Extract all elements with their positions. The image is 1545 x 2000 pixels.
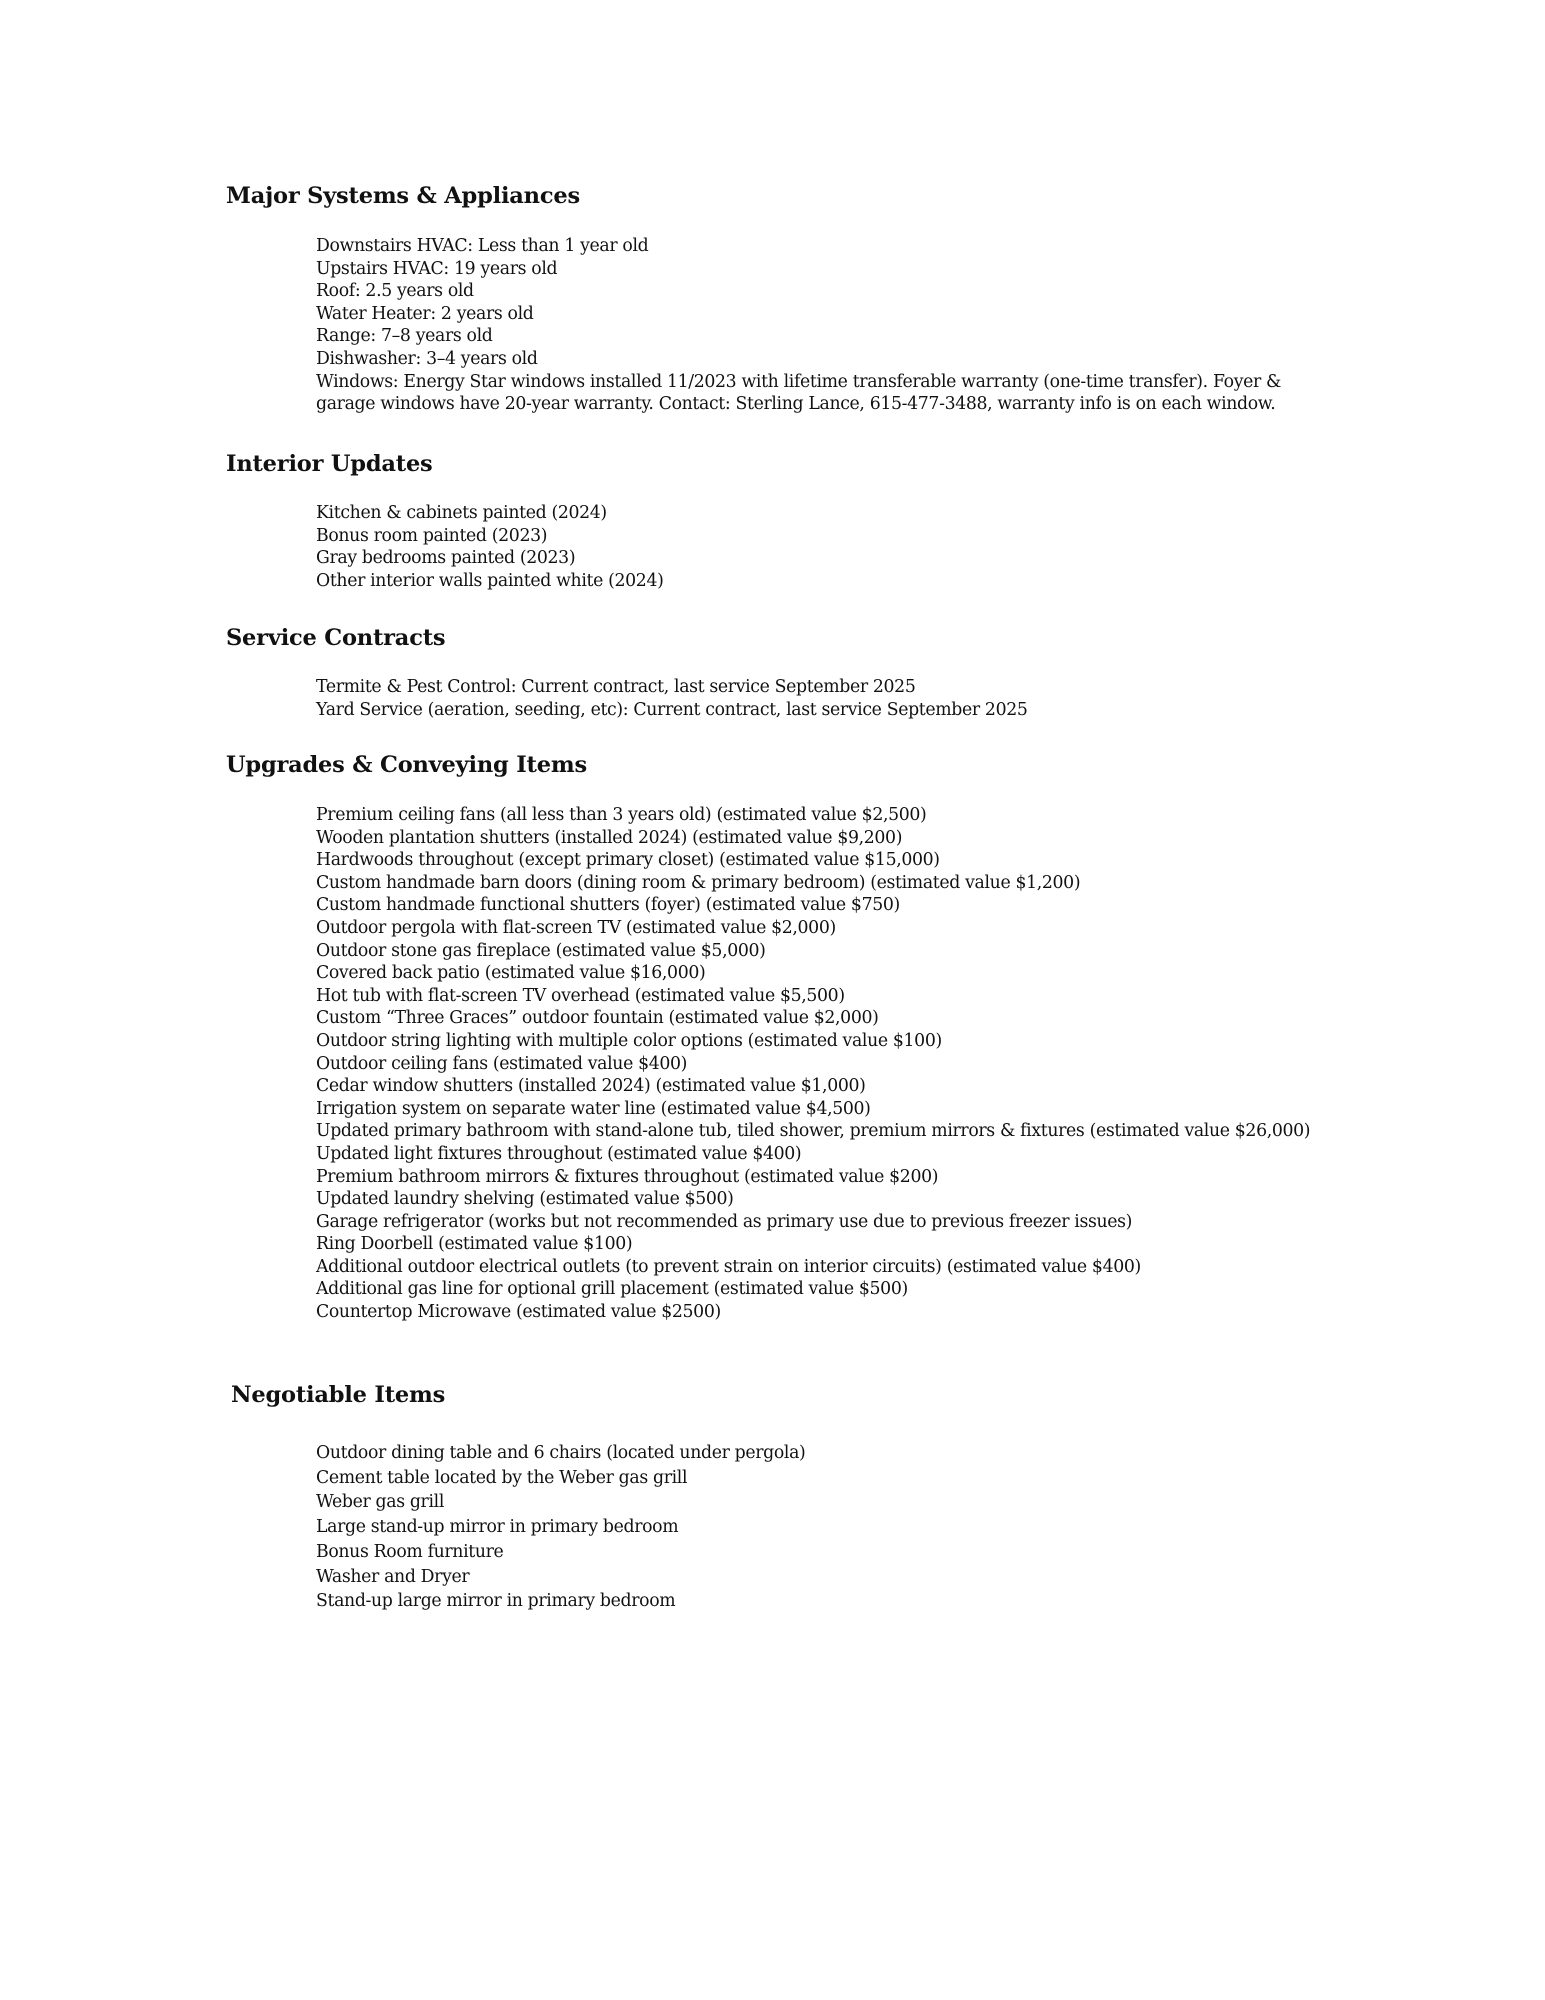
list-item: Washer and Dryer	[316, 1566, 470, 1587]
list-item: Outdoor string lighting with multiple color options (estimated value $100)	[316, 1030, 942, 1051]
list-item: Bonus room painted (2023)	[316, 525, 548, 546]
list-item: Dishwasher: 3–4 years old	[316, 348, 538, 369]
list-item: Ring Doorbell (estimated value $100)	[316, 1234, 633, 1255]
list-item: Gray bedrooms painted (2023)	[316, 548, 576, 569]
list-item: Outdoor dining table and 6 chairs (located under pergola)	[316, 1443, 806, 1463]
section-heading: Service Contracts	[226, 625, 446, 651]
list-item: Yard Service (aeration, seeding, etc): Current contract, last service September 2025	[316, 699, 1028, 720]
section-item-list	[316, 676, 1316, 721]
list-item: Outdoor pergola with flat-screen TV (estimated value $2,000)	[316, 917, 836, 938]
list-item: Upstairs HVAC: 19 years old	[316, 258, 558, 279]
list-item: Range: 7–8 years old	[316, 326, 493, 347]
list-item: Irrigation system on separate water line (estimated value $4,500)	[316, 1098, 871, 1119]
list-item: Outdoor stone gas fireplace (estimated value $5,000)	[316, 940, 766, 961]
list-item: Hardwoods throughout (except primary closet) (estimated value $15,000)	[316, 850, 940, 871]
list-item: Premium ceiling fans (all less than 3 years old) (estimated value $2,500)	[316, 805, 927, 825]
list-item: Hot tub with flat-screen TV overhead (estimated value $5,500)	[316, 985, 845, 1006]
list-item: Updated light fixtures throughout (estimated value $400)	[316, 1143, 802, 1164]
list-item: Water Heater: 2 years old	[316, 303, 534, 324]
list-item: Custom handmade barn doors (dining room & primary bedroom) (estimated value $1,200)	[316, 872, 1081, 893]
section-item-list	[316, 502, 1316, 592]
list-item: Bonus Room furniture	[316, 1541, 504, 1562]
section-heading: Upgrades & Conveying Items	[226, 752, 587, 778]
list-item: Other interior walls painted white (2024)	[316, 570, 664, 591]
list-item: Termite & Pest Control: Current contract, last service September 2025	[316, 677, 916, 697]
section-item-list	[316, 804, 1316, 1324]
list-item: Countertop Microwave (estimated value $2500)	[316, 1302, 721, 1323]
list-item: Cedar window shutters (installed 2024) (estimated value $1,000)	[316, 1076, 866, 1097]
section-item-list	[316, 235, 1316, 416]
list-item: Custom handmade functional shutters (foyer) (estimated value $750)	[316, 895, 900, 916]
list-item: Updated laundry shelving (estimated value $500)	[316, 1189, 734, 1210]
section-item-list	[316, 1441, 1316, 1614]
list-item: Windows: Energy Star windows installed 11/2023 with lifetime transferable warranty (one-time transfer). Foyer & garage windows have 20-year warranty. Contact: Sterling Lance, 615-477-3488, warranty info is on each window.	[316, 371, 1282, 415]
list-item: Wooden plantation shutters (installed 2024) (estimated value $9,200)	[316, 827, 903, 848]
section-heading: Negotiable Items	[231, 1382, 446, 1408]
list-item: Premium bathroom mirrors & fixtures throughout (estimated value $200)	[316, 1166, 939, 1187]
list-item: Custom “Three Graces” outdoor fountain (estimated value $2,000)	[316, 1008, 879, 1029]
list-item: Roof: 2.5 years old	[316, 281, 474, 302]
list-item: Downstairs HVAC: Less than 1 year old	[316, 236, 649, 256]
list-item: Garage refrigerator (works but not recommended as primary use due to previous freezer issues)	[316, 1211, 1133, 1232]
list-item: Additional gas line for optional grill placement (estimated value $500)	[316, 1279, 908, 1300]
list-item: Kitchen & cabinets painted (2024)	[316, 503, 607, 523]
list-item: Additional outdoor electrical outlets (to prevent strain on interior circuits) (estimated value $400)	[316, 1256, 1141, 1277]
section-heading: Interior Updates	[226, 451, 433, 477]
list-item: Updated primary bathroom with stand-alone tub, tiled shower, premium mirrors & fixtures (estimated value $26,000)	[316, 1121, 1311, 1142]
list-item: Covered back patio (estimated value $16,000)	[316, 963, 706, 984]
section-heading: Major Systems & Appliances	[226, 183, 580, 209]
list-item: Stand-up large mirror in primary bedroom	[316, 1591, 676, 1612]
list-item: Large stand-up mirror in primary bedroom	[316, 1517, 679, 1538]
list-item: Weber gas grill	[316, 1492, 445, 1513]
list-item: Outdoor ceiling fans (estimated value $400)	[316, 1053, 688, 1074]
list-item: Cement table located by the Weber gas grill	[316, 1467, 688, 1488]
